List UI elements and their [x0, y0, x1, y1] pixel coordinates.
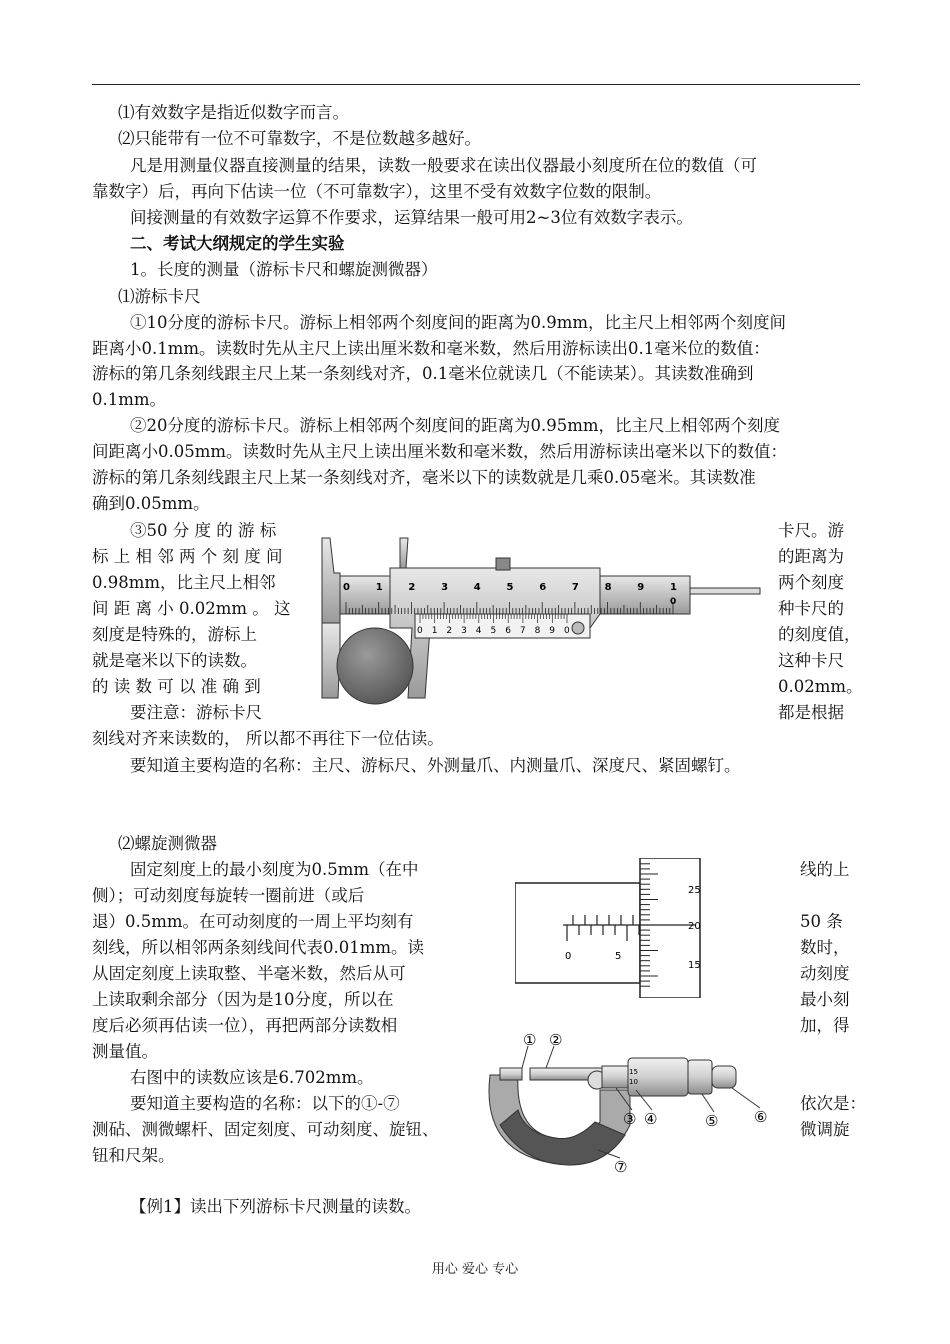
- text-line: ①10分度的游标卡尺。游标上相邻两个刻度间的距离为0.9mm，比主尺上相邻两个刻度间: [130, 313, 787, 332]
- main-scale-label: 1: [375, 582, 383, 593]
- text-line: 靠数字）后，再向下估读一位（不可靠数字），这里不受有效数字位数的限制。: [92, 182, 662, 201]
- text-line: 数时，: [800, 938, 850, 957]
- subsection-heading: 1。长度的测量（游标卡尺和螺旋测微器）: [130, 260, 438, 279]
- main-scale-label: 2: [408, 582, 416, 593]
- sleeve-scale-label: 0: [565, 951, 572, 962]
- thimble-scale-label: 15: [629, 1068, 638, 1076]
- thimble: [628, 1058, 688, 1096]
- text-line: 固定刻度上的最小刻度为0.5mm（在中: [130, 860, 419, 879]
- page-footer: 用心 爱心 专心: [431, 1262, 519, 1277]
- text-line: 0.02mm。: [778, 677, 863, 696]
- text-line: 确到0.05mm。: [92, 494, 210, 513]
- text-line: 度后必须再估读一位），再把两部分读数相: [92, 1016, 398, 1035]
- ratchet: [712, 1066, 736, 1088]
- subsection-heading: ⑵螺旋测微器: [118, 834, 217, 853]
- text-line: 这种卡尺: [778, 651, 844, 670]
- text-line: 动刻度: [800, 964, 850, 983]
- main-scale-label: 4: [473, 582, 481, 593]
- vernier-label: 7: [519, 626, 526, 636]
- text-line: ②20分度的游标卡尺。游标上相邻两个刻度间的距离为0.95mm，比主尺上相邻两个刻度: [130, 416, 781, 435]
- text-line: 上读取剩余部分（因为是10分度，所以在: [92, 990, 394, 1009]
- text-line: 依次是：: [800, 1094, 866, 1113]
- text-line: 最小刻: [800, 990, 850, 1009]
- thimble-scale-label: 10: [629, 1078, 638, 1086]
- text-line: 50 条: [800, 912, 843, 931]
- part-label-5: ⑤: [705, 1112, 719, 1130]
- depth-rod: [690, 588, 760, 594]
- example-heading: 【例1】读出下列游标卡尺测量的读数。: [130, 1197, 421, 1216]
- main-scale-label: 3: [441, 582, 449, 593]
- thimble-scale-label: 15: [688, 960, 701, 971]
- main-scale-label: 9: [637, 582, 645, 593]
- vernier-caliper-illustration: [300, 528, 770, 708]
- text-line: 都是根据: [778, 703, 844, 722]
- text-line: 游标的第几条刻线跟主尺上某一条刻线对齐，毫米以下的读数就是几乘0.05毫米。其读数准: [92, 468, 756, 487]
- text-line: 间接测量的有效数字运算不作要求，运算结果一般可用2~3位有效数字表示。: [130, 208, 693, 227]
- sleeve-scale-label: 5: [615, 951, 622, 962]
- text-line: 距离小0.1mm。读数时先从主尺上读出厘米数和毫米数，然后用游标读出0.1毫米位的数值：: [92, 339, 770, 358]
- section-heading: 二、考试大纲规定的学生实验: [130, 234, 345, 253]
- main-scale-label: 0: [343, 582, 350, 593]
- text-line: ③50 分 度 的 游 标: [130, 521, 277, 540]
- text-line: 0.1mm。: [92, 390, 167, 409]
- text-line: 间距离小0.05mm。读数时先从主尺上读出厘米数和毫米数，然后用游标读出毫米以下的数值：: [92, 442, 788, 461]
- text-line: ⑵只能带有一位不可靠数字，不是位数越多越好。: [118, 129, 481, 148]
- main-scale-label: 0: [670, 597, 677, 607]
- vernier-label: 1: [431, 626, 438, 636]
- sleeve: [602, 1066, 628, 1088]
- text-line: 间 距 离 小 0.02mm 。 这: [92, 599, 291, 618]
- part-label-2: ②: [549, 1031, 563, 1049]
- text-line: 的刻度值，: [778, 625, 861, 644]
- text-line: 刻度是特殊的，游标上: [92, 625, 257, 644]
- vernier-label: 3: [461, 626, 467, 636]
- vernier-label: 4: [475, 626, 482, 636]
- anvil: [500, 1068, 522, 1080]
- vernier-label: 5: [490, 626, 497, 636]
- text-line: 的距离为: [778, 547, 844, 566]
- text-line: 从固定刻度上读取整、半毫米数，然后从可: [92, 964, 406, 983]
- knob: [688, 1060, 712, 1094]
- text-line: 测量值。: [92, 1042, 158, 1061]
- main-scale-label: 5: [506, 582, 514, 593]
- main-scale-label: 1: [670, 582, 677, 593]
- text-line: ⑴有效数字是指近似数字而言。: [118, 103, 349, 122]
- text-line: 加，得: [800, 1016, 850, 1035]
- text-line: 要注意：游标卡尺: [130, 703, 262, 722]
- text-line: 凡是用测量仪器直接测量的结果，读数一般要求在读出仪器最小刻度所在位的数值（可: [130, 156, 757, 175]
- measured-object: [337, 628, 413, 704]
- vernier-label: 6: [505, 626, 511, 636]
- subsection-heading: ⑴游标卡尺: [118, 287, 201, 306]
- text-line: 0.98mm，比主尺上相邻: [92, 573, 276, 592]
- part-label-3: ③: [623, 1110, 637, 1128]
- main-scale-label: 8: [604, 582, 612, 593]
- text-line: 就是毫米以下的读数。: [92, 651, 257, 670]
- thimble-scale-label: 25: [688, 885, 701, 896]
- part-label-1: ①: [523, 1031, 537, 1049]
- text-line: 测砧、测微螺杆、固定刻度、可动刻度、旋钮、: [92, 1120, 439, 1139]
- text-line: 刻线对齐来读数的， 所以都不再往下一位估读。: [92, 729, 444, 748]
- text-line: 要知道主要构造的名称：以下的①-⑦: [130, 1094, 400, 1113]
- part-label-7: ⑦: [614, 1158, 628, 1176]
- text-line: 种卡尺的: [778, 599, 844, 618]
- text-line: 标 上 相 邻 两 个 刻 度 间: [92, 547, 283, 566]
- text-line: 卡尺。游: [778, 521, 844, 540]
- vernier-label: 2: [446, 626, 453, 636]
- main-scale-label: 6: [539, 582, 547, 593]
- thimble-scale-label: 20: [688, 921, 701, 932]
- text-line: 刻线，所以相邻两条刻线间代表0.01mm。读: [92, 938, 425, 957]
- main-scale-label: 7: [571, 582, 579, 593]
- text-line: 要知道主要构造的名称：主尺、游标尺、外测量爪、内测量爪、深度尺、紧固螺钉。: [130, 756, 741, 775]
- micrometer-illustration: [480, 1030, 780, 1180]
- vernier-label: 8: [534, 626, 541, 636]
- text-line: 微调旋: [800, 1120, 850, 1139]
- text-line: 的 读 数 可 以 准 确 到: [92, 677, 261, 696]
- text-line: 退）0.5mm。在可动刻度的一周上平均刻有: [92, 912, 414, 931]
- text-line: 两个刻度: [778, 573, 844, 592]
- text-line: 游标的第几条刻线跟主尺上某一条刻线对齐，0.1毫米位就读几（不能读某）。其读数准确到: [92, 364, 754, 383]
- header-rule: [92, 84, 860, 85]
- vernier-label: 0: [417, 626, 423, 636]
- text-line: 线的上: [800, 860, 850, 879]
- part-label-4: ④: [644, 1110, 658, 1128]
- micrometer-scale-diagram: [515, 858, 745, 998]
- part-label-6: ⑥: [754, 1108, 768, 1126]
- text-line: 钮和尺架。: [92, 1146, 175, 1165]
- lock-screw: [496, 558, 510, 570]
- text-line: 右图中的读数应该是6.702mm。: [130, 1068, 374, 1087]
- vernier-label: 0: [564, 626, 570, 636]
- vernier-label: 9: [549, 626, 556, 636]
- text-line: 侧）；可动刻度每旋转一圈前进（或后: [92, 886, 365, 905]
